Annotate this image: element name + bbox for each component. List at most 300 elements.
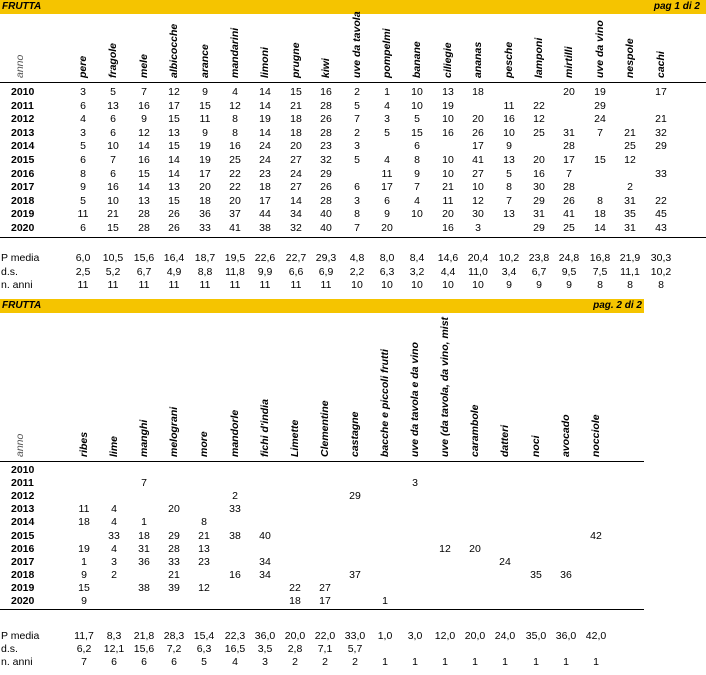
table-cell: 8	[201, 516, 207, 529]
table-cell: 18	[289, 595, 301, 607]
stat-cell: 4,9	[166, 265, 182, 278]
column-header: avocado	[560, 414, 572, 457]
stat-cell: 7,2	[166, 643, 182, 656]
year-label: 2015	[11, 154, 35, 166]
stat-cell: 6,7	[136, 265, 152, 278]
table-cell: 29	[655, 140, 667, 153]
table-cell: 12	[472, 194, 484, 207]
table-cell: 40	[259, 529, 271, 542]
stat-cell: 23,8	[528, 252, 550, 264]
table-cell: 11	[503, 99, 515, 112]
table-cell: 20	[469, 542, 481, 555]
table-cell: 30	[472, 208, 484, 221]
column-header: Clementine	[319, 400, 331, 457]
table-cell: 27	[472, 167, 484, 180]
stat-cell: 1	[442, 656, 448, 669]
table-cell: 11	[78, 503, 90, 516]
sheet-title: FRUTTA	[2, 1, 42, 12]
table-cell: 1	[382, 595, 388, 607]
stat-cell: 20,0	[284, 630, 306, 642]
table-cell: 17	[259, 194, 271, 207]
table-cell: 37	[229, 208, 241, 221]
column-header: bacche e piccoli frutti	[379, 349, 391, 457]
table-cell: 21	[442, 181, 454, 194]
year-label: 2019	[11, 208, 35, 221]
table-cell: 18	[472, 86, 484, 98]
table-cell: 16	[107, 181, 119, 194]
table-cell: 35	[530, 568, 542, 581]
table-cell: 4	[384, 99, 390, 112]
stat-cell: 6,0	[75, 252, 91, 264]
table-cell: 15	[199, 99, 211, 112]
header-anno: anno	[14, 54, 26, 78]
column-header: mandarini	[229, 27, 241, 78]
table-cell: 3	[111, 555, 117, 568]
table-cell: 26	[168, 208, 180, 221]
table-cell: 15	[78, 581, 90, 594]
table-cell: 31	[563, 126, 575, 139]
table-cell: 20	[563, 86, 575, 98]
stat-cell: 16,4	[163, 252, 185, 264]
table-cell: 29	[320, 167, 332, 180]
table-cell: 8	[597, 194, 603, 207]
stat-cell: 15,4	[193, 630, 215, 642]
table-cell: 17	[319, 595, 331, 607]
table-cell: 27	[290, 181, 302, 194]
table-cell: 4	[111, 542, 117, 555]
table-cell: 17	[472, 140, 484, 153]
table-cell: 17	[655, 86, 667, 98]
table-cell: 18	[78, 516, 90, 529]
table-cell: 31	[138, 542, 150, 555]
stat-cell: 2,5	[75, 265, 91, 278]
table-cell: 15	[107, 222, 119, 234]
table-cell: 13	[168, 181, 180, 194]
stat-cell: 1	[533, 656, 539, 669]
table-cell: 24	[499, 555, 511, 568]
stat-cell: 1	[472, 656, 478, 669]
table-cell: 36	[560, 568, 572, 581]
table-cell: 45	[655, 208, 667, 221]
stat-cell: 8,0	[379, 252, 395, 264]
year-label: 2011	[11, 477, 34, 490]
table-cell: 21	[655, 113, 667, 126]
table-cell: 13	[503, 154, 515, 166]
table-cell: 38	[259, 222, 271, 234]
stat-cell: 16,5	[224, 643, 246, 656]
table-cell: 7	[354, 222, 360, 234]
table-cell: 28	[138, 222, 150, 234]
table-cell: 3	[354, 194, 360, 207]
stat-cell: 6	[111, 656, 117, 669]
column-header: mele	[138, 54, 150, 78]
table-cell: 26	[320, 181, 332, 194]
table-cell: 5	[80, 140, 86, 153]
stat-cell: 3,2	[409, 265, 425, 278]
table-cell: 34	[259, 568, 271, 581]
column-header: albicocche	[168, 23, 180, 78]
table-cell: 10	[411, 86, 423, 98]
stat-cell: 2	[352, 656, 358, 669]
stat-cell: 6,6	[288, 265, 304, 278]
table-cell: 8	[232, 113, 238, 126]
table-cell: 16	[229, 568, 241, 581]
table-cell: 9	[81, 595, 87, 607]
stat-label: d.s.	[1, 265, 18, 278]
table-cell: 14	[138, 181, 150, 194]
table-cell: 21	[168, 568, 180, 581]
column-header: uve da vino	[594, 20, 606, 78]
stat-cell: 1	[563, 656, 569, 669]
table-cell: 13	[168, 126, 180, 139]
stat-cell: 3,5	[257, 643, 273, 656]
column-header: datteri	[499, 424, 511, 457]
stat-cell: 9	[566, 279, 572, 292]
stat-cell: 2,8	[287, 643, 303, 656]
table-cell: 8	[506, 181, 512, 194]
year-label: 2016	[11, 167, 35, 180]
table-cell: 20	[442, 208, 454, 221]
table-cell: 24	[594, 113, 606, 126]
table-cell: 5	[354, 154, 360, 166]
column-header: lamponi	[533, 37, 545, 78]
column-header: Limette	[289, 419, 301, 457]
table-cell: 9	[414, 167, 420, 180]
table-cell: 20	[472, 113, 484, 126]
table-cell: 41	[472, 154, 484, 166]
table-cell: 10	[411, 208, 423, 221]
table-cell: 16	[138, 99, 150, 112]
table-cell: 13	[138, 194, 150, 207]
stat-cell: 22,3	[224, 630, 246, 642]
table-cell: 36	[138, 555, 150, 568]
table-cell: 10	[503, 126, 515, 139]
column-header: ribes	[78, 431, 90, 457]
table-cell: 14	[594, 222, 606, 234]
table-cell: 7	[110, 154, 116, 166]
page-indicator: pag 1 di 2	[653, 1, 700, 12]
stat-cell: 22,0	[314, 630, 336, 642]
table-cell: 30	[533, 181, 545, 194]
table-cell: 11	[381, 167, 393, 180]
table-cell: 23	[320, 140, 332, 153]
table-cell: 33	[108, 529, 120, 542]
table-cell: 15	[594, 154, 606, 166]
table-cell: 7	[414, 181, 420, 194]
table-cell: 22	[655, 194, 667, 207]
stat-cell: 28,3	[163, 630, 185, 642]
table-cell: 1	[141, 516, 147, 529]
table-cell: 8	[80, 167, 86, 180]
table-cell: 20	[533, 154, 545, 166]
table-cell: 43	[655, 222, 667, 234]
stat-cell: 11	[259, 279, 271, 292]
table-cell: 10	[442, 154, 454, 166]
stat-cell: 11	[290, 279, 302, 292]
table-cell: 28	[138, 208, 150, 221]
stat-cell: 20,4	[467, 252, 489, 264]
table-cell: 22	[289, 581, 301, 594]
column-header: kiwi	[320, 58, 332, 78]
stat-cell: 1	[412, 656, 418, 669]
table-cell: 7	[566, 167, 572, 180]
stat-label: P media	[1, 630, 40, 642]
table-cell: 33	[229, 503, 241, 516]
table-cell: 9	[141, 113, 147, 126]
table-cell: 2	[354, 86, 360, 98]
column-header: castagne	[349, 411, 361, 457]
column-header: uve da tavola	[351, 11, 363, 78]
year-label: 2012	[11, 490, 35, 503]
table-cell: 34	[290, 208, 302, 221]
table-cell: 32	[290, 222, 302, 234]
stat-cell: 10	[472, 279, 484, 292]
table-cell: 16	[138, 154, 150, 166]
column-header: arance	[199, 44, 211, 78]
stat-cell: 6,9	[318, 265, 334, 278]
table-cell: 13	[442, 86, 454, 98]
stat-cell: 10	[442, 279, 454, 292]
year-label: 2013	[11, 126, 35, 139]
column-header: prugne	[290, 42, 302, 78]
table-cell: 44	[259, 208, 271, 221]
table-cell: 15	[168, 194, 180, 207]
stat-cell: 11	[320, 279, 332, 292]
stat-cell: 8	[627, 279, 633, 292]
stat-cell: 29,3	[315, 252, 337, 264]
year-label: 2011	[11, 99, 34, 112]
table-cell: 29	[594, 99, 606, 112]
table-cell: 19	[259, 113, 271, 126]
table-cell: 5	[384, 126, 390, 139]
table-cell: 41	[229, 222, 241, 234]
column-header: uve da tavola e da vino	[409, 342, 421, 457]
table-cell: 14	[259, 126, 271, 139]
table-cell: 16	[320, 86, 332, 98]
table-cell: 7	[597, 126, 603, 139]
table-cell: 15	[168, 113, 180, 126]
table-cell: 18	[290, 113, 302, 126]
table-cell: 28	[563, 140, 575, 153]
stat-cell: 33,0	[344, 630, 366, 642]
header-rule	[0, 82, 706, 83]
table-cell: 2	[627, 181, 633, 194]
table-cell: 41	[563, 208, 575, 221]
table-cell: 38	[138, 581, 150, 594]
table-cell: 19	[78, 542, 90, 555]
table-cell: 15	[138, 167, 150, 180]
table-cell: 14	[168, 154, 180, 166]
table-cell: 21	[107, 208, 119, 221]
table-cell: 4	[384, 154, 390, 166]
year-label: 2010	[11, 86, 35, 98]
year-label: 2016	[11, 542, 35, 555]
table-cell: 21	[290, 99, 302, 112]
table-cell: 15	[168, 140, 180, 153]
column-header: nespole	[624, 38, 636, 78]
table-cell: 23	[198, 555, 210, 568]
table-cell: 3	[475, 222, 481, 234]
table-cell: 13	[503, 208, 515, 221]
table-cell: 14	[290, 194, 302, 207]
stat-cell: 10	[351, 279, 363, 292]
table-cell: 5	[506, 167, 512, 180]
table-cell: 22	[229, 167, 241, 180]
stat-cell: 15,6	[133, 252, 155, 264]
table-cell: 33	[168, 555, 180, 568]
table-cell: 17	[563, 154, 575, 166]
stat-label: n. anni	[1, 279, 33, 292]
stat-cell: 6,2	[76, 643, 92, 656]
stat-cell: 6,3	[196, 643, 212, 656]
table-cell: 5	[414, 113, 420, 126]
stat-cell: 11	[138, 279, 150, 292]
table-cell: 10	[472, 181, 484, 194]
stat-cell: 11	[229, 279, 241, 292]
table-cell: 28	[320, 194, 332, 207]
table-cell: 29	[168, 529, 180, 542]
header-anno: anno	[14, 433, 26, 457]
table-cell: 5	[110, 86, 116, 98]
table-cell: 33	[655, 167, 667, 180]
table-cell: 5	[80, 194, 86, 207]
table-cell: 18	[594, 208, 606, 221]
table-cell: 39	[168, 581, 180, 594]
stat-cell: 42,0	[585, 630, 607, 642]
table-cell: 40	[320, 222, 332, 234]
table-cell: 28	[563, 181, 575, 194]
table-cell: 1	[81, 555, 87, 568]
column-header: more	[198, 431, 210, 457]
table-cell: 10	[107, 194, 119, 207]
table-cell: 28	[320, 126, 332, 139]
table-cell: 20	[229, 194, 241, 207]
table-cell: 16	[442, 126, 454, 139]
stat-cell: 21,9	[619, 252, 641, 264]
year-label: 2019	[11, 581, 35, 594]
stat-cell: 8,3	[106, 630, 122, 642]
table-cell: 1	[384, 86, 390, 98]
stat-cell: 8,4	[409, 252, 425, 264]
table-cell: 28	[168, 542, 180, 555]
table-cell: 13	[198, 542, 210, 555]
stat-cell: 4	[232, 656, 238, 669]
stat-cell: 8,8	[197, 265, 213, 278]
stat-cell: 11,1	[620, 265, 640, 278]
stat-cell: 3,4	[501, 265, 517, 278]
table-cell: 19	[594, 86, 606, 98]
stat-cell: 11,7	[74, 630, 94, 642]
stat-cell: 18,7	[194, 252, 216, 264]
table-cell: 7	[141, 477, 147, 490]
table-cell: 16	[442, 222, 454, 234]
stat-cell: 35,0	[525, 630, 547, 642]
table-cell: 10	[411, 99, 423, 112]
stat-cell: 7,5	[592, 265, 608, 278]
stat-cell: 8	[658, 279, 664, 292]
table-cell: 25	[563, 222, 575, 234]
table-cell: 8	[354, 208, 360, 221]
table-cell: 6	[414, 140, 420, 153]
table-cell: 31	[533, 208, 545, 221]
stat-label: n. anni	[1, 656, 33, 669]
table-cell: 12	[229, 99, 241, 112]
table-cell: 6	[80, 154, 86, 166]
stat-cell: 10	[411, 279, 423, 292]
stat-cell: 36,0	[254, 630, 276, 642]
table-cell: 9	[384, 208, 390, 221]
table-cell: 20	[199, 181, 211, 194]
table-cell: 7	[354, 113, 360, 126]
stat-cell: 9	[506, 279, 512, 292]
table-cell: 19	[442, 99, 454, 112]
table-cell: 35	[624, 208, 636, 221]
table-cell: 18	[138, 529, 150, 542]
stat-cell: 5,7	[347, 643, 363, 656]
table-cell: 4	[232, 86, 238, 98]
data-rule	[0, 237, 706, 238]
table-cell: 9	[202, 86, 208, 98]
year-label: 2010	[11, 464, 35, 476]
stat-cell: 24,8	[558, 252, 580, 264]
table-cell: 4	[414, 194, 420, 207]
table-cell: 20	[168, 503, 180, 516]
stat-cell: 1	[382, 656, 388, 669]
table-cell: 15	[290, 86, 302, 98]
column-header: mandorle	[229, 409, 241, 457]
table-cell: 29	[349, 490, 361, 503]
table-cell: 3	[80, 126, 86, 139]
table-cell: 17	[168, 99, 180, 112]
stat-cell: 6	[141, 656, 147, 669]
table-cell: 26	[320, 113, 332, 126]
column-header: fragole	[107, 42, 119, 78]
stat-cell: 20,0	[464, 630, 486, 642]
stat-cell: 2	[292, 656, 298, 669]
stat-cell: 11	[107, 279, 119, 292]
table-cell: 12	[198, 581, 210, 594]
table-cell: 32	[655, 126, 667, 139]
stat-cell: 30,3	[650, 252, 672, 264]
table-cell: 6	[110, 126, 116, 139]
stat-cell: 6,7	[531, 265, 547, 278]
table-cell: 9	[80, 181, 86, 194]
column-header: manghi	[138, 419, 150, 457]
table-cell: 4	[80, 113, 86, 126]
table-cell: 5	[354, 99, 360, 112]
table-cell: 24	[259, 154, 271, 166]
stat-cell: 21,8	[133, 630, 155, 642]
stat-cell: 11	[77, 279, 89, 292]
table-cell: 19	[199, 154, 211, 166]
table-cell: 22	[229, 181, 241, 194]
table-cell: 22	[533, 99, 545, 112]
table-cell: 24	[259, 140, 271, 153]
table-cell: 9	[506, 140, 512, 153]
table-cell: 25	[624, 140, 636, 153]
table-cell: 31	[624, 194, 636, 207]
stat-cell: 12,0	[434, 630, 456, 642]
table-cell: 26	[168, 222, 180, 234]
table-cell: 21	[198, 529, 210, 542]
stat-cell: 5	[201, 656, 207, 669]
column-header: carambole	[469, 404, 481, 457]
table-cell: 6	[110, 167, 116, 180]
table-cell: 24	[290, 167, 302, 180]
year-label: 2017	[11, 555, 35, 568]
table-cell: 6	[80, 222, 86, 234]
table-cell: 32	[320, 154, 332, 166]
